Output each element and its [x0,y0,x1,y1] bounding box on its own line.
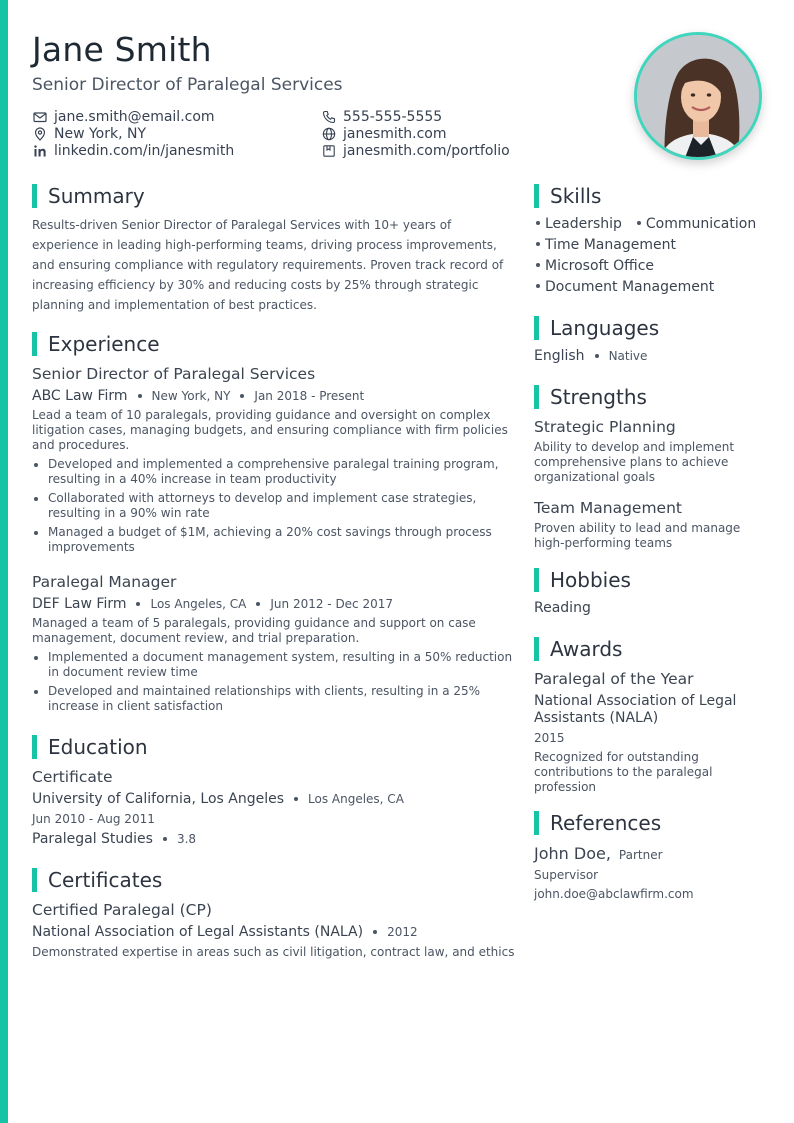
heading-accent [32,868,37,892]
section-skills-heading [534,184,601,208]
references-heading: References [550,811,662,835]
contact-website-text: janesmith.com [343,125,447,142]
reference-name: John Doe, [534,844,611,863]
bullet-dot [637,221,641,225]
job-achievements [32,650,516,714]
list-item: Developed and maintained relationships with clients, resulting in a 25% increase in client satisfaction [32,684,516,714]
reference-name-line [534,844,759,863]
summary-heading: Summary [48,184,145,208]
separator-dot [595,354,599,358]
reference-email[interactable]: john.doe@abclawfirm.com [534,887,694,901]
separator-dot [240,394,244,398]
contact-column-left [32,108,234,159]
contact-phone[interactable] [321,108,510,125]
certificates-heading: Certificates [48,868,163,892]
job-dates: Jun 2012 - Dec 2017 [270,597,394,611]
certificate-issuer-line [32,924,516,940]
strength-text: Ability to develop and implement comprehensive plans to achieve organizational goals [534,440,735,484]
reference-relation: Partner [618,848,663,862]
skill-item: Time Management [545,237,676,253]
education-dates: Jun 2010 - Aug 2011 [32,812,155,826]
award-entry [534,670,759,795]
award-issuer: National Association of Legal Assistants (NALA) [534,693,737,726]
skills-row [534,277,774,298]
hobby-item: Reading [534,600,591,616]
candidate-name: Jane Smith [32,30,212,69]
experience-entry-1 [32,365,516,559]
skills-row [534,256,774,277]
contact-website[interactable] [321,125,510,142]
skill-item: Microsoft Office [545,258,655,274]
skill-item: Leadership [545,216,622,232]
job-location: Los Angeles, CA [150,597,247,611]
separator-dot [294,797,298,801]
job-description: Lead a team of 10 paralegals, providing guidance and oversight on complex litigation cases, managing budgets, and ensuring compliance with firm policies and procedures. [32,408,508,452]
education-school: University of California, Los Angeles [32,791,285,807]
job-dates: Jan 2018 - Present [254,389,365,403]
heading-accent [534,811,539,835]
accent-bar [0,0,8,1123]
certificate-name: Certified Paralegal (CP) [32,901,212,919]
heading-accent [32,184,37,208]
section-education-heading [32,735,148,759]
contact-email[interactable] [32,108,234,125]
bullet-dot [536,263,540,267]
list-item: Managed a budget of $1M, achieving a 20% cost savings through process improvements [32,525,516,555]
contact-linkedin-text: linkedin.com/in/janesmith [54,142,235,159]
strength-title: Strategic Planning [534,418,676,436]
heading-accent [534,385,539,409]
bullet-dot [536,221,540,225]
reference-entry [534,844,759,901]
contact-portfolio-text: janesmith.com/portfolio [343,142,510,159]
section-hobbies-heading [534,568,631,592]
strength-text: Proven ability to lead and manage high-performing teams [534,521,741,550]
section-references-heading [534,811,661,835]
certificate-year: 2012 [387,925,418,939]
skills-row [534,214,774,235]
award-year: 2015 [534,731,565,745]
strength-entry-2 [534,499,759,551]
certificate-entry [32,901,516,960]
hobbies-heading: Hobbies [550,568,631,592]
reference-position: Supervisor [534,868,599,882]
skill-item: Communication [645,216,757,232]
section-strengths-heading [534,385,647,409]
heading-accent [534,184,539,208]
bullet-dot [536,284,540,288]
skills-heading: Skills [550,184,602,208]
list-item: Developed and implemented a comprehensive paralegal training program, resulting in a 40% increase in team productivity [32,457,516,487]
list-item: Collaborated with attorneys to develop and implement case strategies, resulting in a 90% win rate [32,491,516,521]
education-location: Los Angeles, CA [308,792,404,806]
education-degree: Certificate [32,768,113,786]
skill-item: Document Management [545,279,715,295]
job-org-line [32,596,516,612]
portfolio-icon [321,144,337,158]
heading-accent [534,316,539,340]
summary-text: Results-driven Senior Director of Paralegal Services with 10+ years of experience in leading high-performing teams, driving process improvements, and ensuring compliance with regulatory requirements. Proven track record of increasing efficiency by 30% and reducing costs by 25% through strategic planning and implementation of best practices. [32,218,504,312]
separator-dot [256,602,260,606]
languages-heading: Languages [550,316,660,340]
contact-linkedin[interactable] [32,142,234,159]
education-school-line [32,791,516,807]
education-field: Paralegal Studies [32,831,153,847]
separator-dot [138,394,142,398]
language-level: Native [608,349,648,363]
strength-entry-1 [534,418,759,485]
contact-location [32,125,234,142]
strength-title: Team Management [534,499,682,517]
education-heading: Education [48,735,148,759]
education-field-line [32,831,516,847]
bullet-dot [536,242,540,246]
job-location: New York, NY [151,389,231,403]
separator-dot [136,602,140,606]
skills-list [534,214,774,298]
award-text: Recognized for outstanding contributions to the paralegal profession [534,750,713,794]
contact-phone-text: 555-555-5555 [343,108,443,125]
job-title: Paralegal Manager [32,573,177,591]
skills-row [534,235,774,256]
globe-icon [321,127,337,141]
separator-dot [373,930,377,934]
contact-column-right [321,108,510,159]
candidate-title: Senior Director of Paralegal Services [32,75,343,95]
heading-accent [534,637,539,661]
job-achievements [32,457,516,555]
heading-accent [32,332,37,356]
job-org-line [32,388,516,404]
language-name: English [534,348,585,364]
job-title: Senior Director of Paralegal Services [32,365,316,383]
profile-photo [634,32,762,160]
language-entry [534,348,647,364]
job-description: Managed a team of 5 paralegals, providing guidance and support on case management, document review, and trial preparation. [32,616,476,645]
heading-accent [32,735,37,759]
education-entry [32,768,516,847]
education-gpa: 3.8 [176,832,197,846]
map-pin-icon [32,127,48,141]
contact-email-text: jane.smith@email.com [54,108,215,125]
envelope-icon [32,110,48,124]
contact-portfolio[interactable] [321,142,510,159]
certificate-description: Demonstrated expertise in areas such as civil litigation, contract law, and ethics [32,945,515,959]
experience-heading: Experience [48,332,160,356]
section-languages-heading [534,316,659,340]
awards-heading: Awards [550,637,623,661]
heading-accent [534,568,539,592]
strengths-heading: Strengths [550,385,647,409]
section-awards-heading [534,637,622,661]
certificate-issuer: National Association of Legal Assistants (NALA) [32,924,364,940]
contact-location-text: New York, NY [54,125,147,142]
separator-dot [163,837,167,841]
list-item: Implemented a document management system, resulting in a 50% reduction in document review time [32,650,516,680]
job-company: DEF Law Firm [32,596,127,612]
award-title: Paralegal of the Year [534,670,694,688]
section-summary-heading [32,184,145,208]
section-certificates-heading [32,868,162,892]
experience-entry-2 [32,573,516,718]
section-experience-heading [32,332,160,356]
linkedin-icon [32,144,48,158]
job-company: ABC Law Firm [32,388,128,404]
phone-icon [321,110,337,124]
